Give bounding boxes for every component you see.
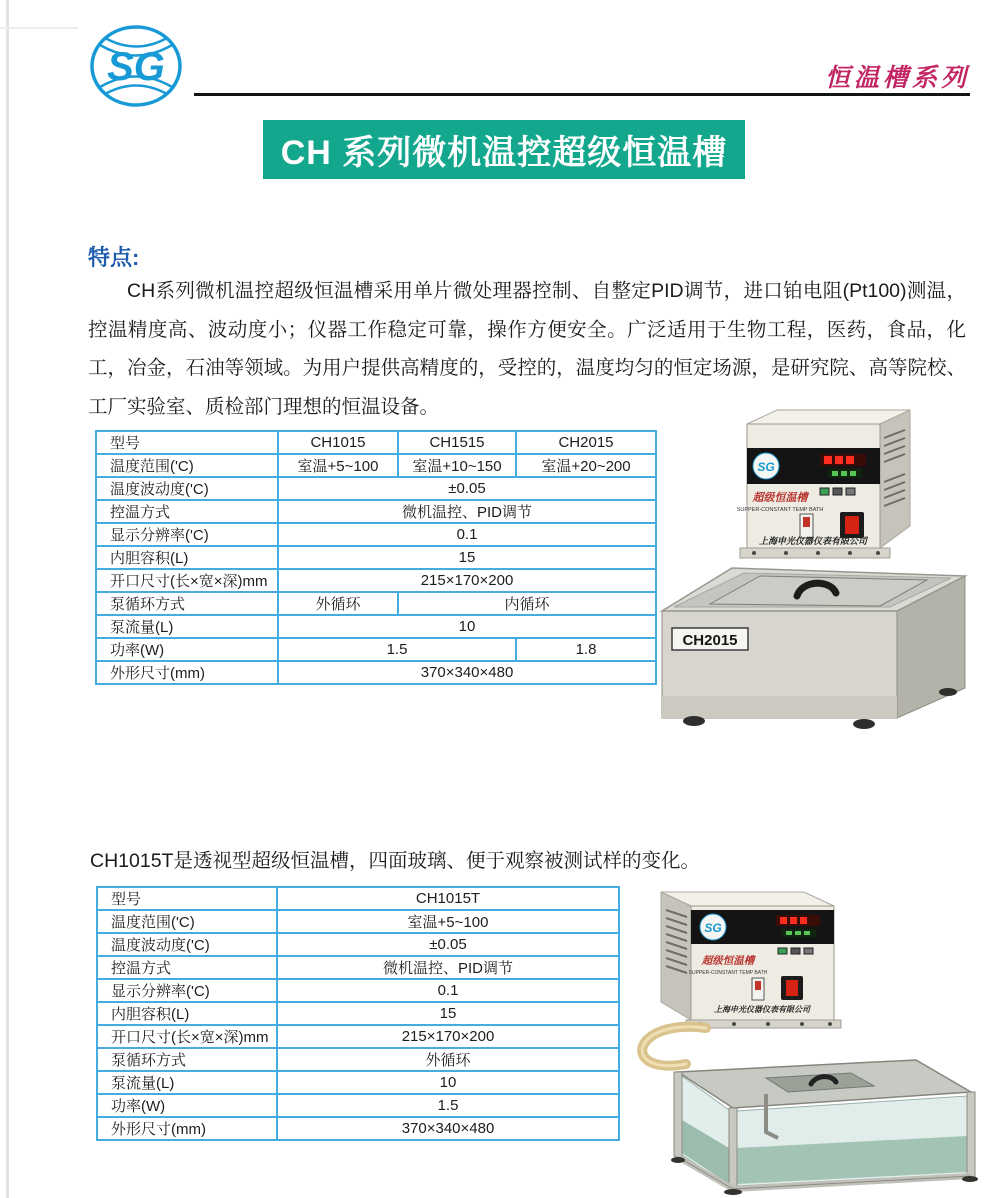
panel-subtitle: SUPPER-CONSTANT TEMP BATH [736,507,824,513]
spec-value: CH2015 [516,431,656,454]
panel-logo: SG [757,460,775,474]
spec-value: 1.8 [516,638,656,661]
spec-label: 型号 [96,431,278,454]
spec-value: 内循环 [398,592,656,615]
panel-button [778,948,787,954]
spec-value: CH1515 [398,431,516,454]
spec-label: 显示分辨率('C) [97,979,277,1002]
company-line: 上海申光仪器仪表有限公司 [714,1005,810,1014]
spec-value: ±0.05 [277,933,619,956]
scan-top-artifact [0,27,78,29]
spec-value: 370×340×480 [278,661,656,684]
spec-value: 215×170×200 [278,569,656,592]
table-row [97,1048,619,1071]
spec-table-ch-series [95,430,657,685]
spec-table-ch1015t [96,886,620,1141]
table-row [96,454,656,477]
table-row [97,1071,619,1094]
table-row [96,431,656,454]
spec-label: 外形尺寸(mm) [97,1117,277,1140]
table-row [96,500,656,523]
spec-label: 泵流量(L) [96,615,278,638]
panel-button [833,488,842,495]
spec-value: 10 [278,615,656,638]
model-label: CH2015 [682,632,738,649]
spec-value: 室温+10~150 [398,454,516,477]
spec-label: 功率(W) [97,1094,277,1117]
panel-title: 超级恒温槽 [752,492,808,504]
spec-label: 型号 [97,887,277,910]
panel-button [791,948,800,954]
spec-value: CH1015 [278,431,398,454]
table-row [96,523,656,546]
panel-subtitle: SUPPER-CONSTANT TEMP BATH [688,970,768,976]
spec-label: 泵循环方式 [96,592,278,615]
panel-title: 超级恒温槽 [701,955,755,967]
panel-button [820,488,829,495]
spec-value: 外循环 [277,1048,619,1071]
table-row [96,546,656,569]
spec-label: 控温方式 [97,956,277,979]
series-label: 恒温槽系列 [824,65,970,92]
spec-value: 室温+5~100 [277,910,619,933]
spec-value: 370×340×480 [277,1117,619,1140]
table-row [97,933,619,956]
transparent-model-note: CH1015T是透视型超级恒温槽，四面玻璃、便于观察被测试样的变化。 [90,850,700,872]
table-row [96,615,656,638]
table-row [97,956,619,979]
spec-label: 外形尺寸(mm) [96,661,278,684]
spec-value: 15 [277,1002,619,1025]
spec-value: 0.1 [278,523,656,546]
page-title: CH 系列微机温控超级恒温槽 [263,120,745,179]
company-line: 上海申光仪器仪表有限公司 [758,536,868,546]
spec-label: 泵流量(L) [97,1071,277,1094]
spec-label: 功率(W) [96,638,278,661]
table-row [97,979,619,1002]
table-row [96,661,656,684]
spec-label: 温度范围('C) [96,454,278,477]
spec-label: 温度波动度('C) [97,933,277,956]
table-row [96,477,656,500]
spec-value: 10 [277,1071,619,1094]
table-row [96,569,656,592]
spec-label: 温度范围('C) [97,910,277,933]
panel-button [846,488,855,495]
panel-button [804,948,813,954]
spec-label: 泵循环方式 [97,1048,277,1071]
spec-value: ±0.05 [278,477,656,500]
table-row [97,1002,619,1025]
spec-value: CH1015T [277,887,619,910]
spec-label: 温度波动度('C) [96,477,278,500]
product-photo-ch2015 [652,396,984,732]
spec-label: 开口尺寸(长×宽×深)mm [96,569,278,592]
spec-label: 开口尺寸(长×宽×深)mm [97,1025,277,1048]
product-photo-ch1015t [616,880,990,1195]
features-heading: 特点: [88,245,140,270]
table-row [97,1117,619,1140]
spec-value: 微机温控、PID调节 [278,500,656,523]
spec-value: 1.5 [277,1094,619,1117]
spec-label: 内胆容积(L) [97,1002,277,1025]
table-row [97,910,619,933]
spec-value: 室温+20~200 [516,454,656,477]
table-row [97,1094,619,1117]
spec-value: 微机温控、PID调节 [277,956,619,979]
spec-value: 0.1 [277,979,619,1002]
header-rule [194,93,970,96]
spec-label: 内胆容积(L) [96,546,278,569]
scan-edge-artifact [6,0,9,1198]
table-row [97,887,619,910]
table-row [97,1025,619,1048]
logo-text: SG [107,45,165,89]
spec-value: 室温+5~100 [278,454,398,477]
spec-label: 显示分辨率('C) [96,523,278,546]
spec-value: 15 [278,546,656,569]
spec-value: 215×170×200 [277,1025,619,1048]
spec-value: 外循环 [278,592,398,615]
table-row [96,638,656,661]
table-row [96,592,656,615]
circulation-tube [642,1027,706,1066]
spec-value: 1.5 [278,638,516,661]
features-paragraph: CH系列微机温控超级恒温槽采用单片微处理器控制、自整定PID调节，进口铂电阻(Pt100)测温，控温精度高、波动度小；仪器工作稳定可靠，操作方便安全。广泛适用于生物工程，医药，食品，化工，冶金，石油等领域。为用户提供高精度的，受控的，温度均匀的恒定场源，是研究院、高等院校、工厂实验室、质检部门理想的恒温设备。 [88,280,966,418]
sg-logo-icon [88,24,184,108]
spec-label: 控温方式 [96,500,278,523]
panel-logo: SG [704,921,722,935]
